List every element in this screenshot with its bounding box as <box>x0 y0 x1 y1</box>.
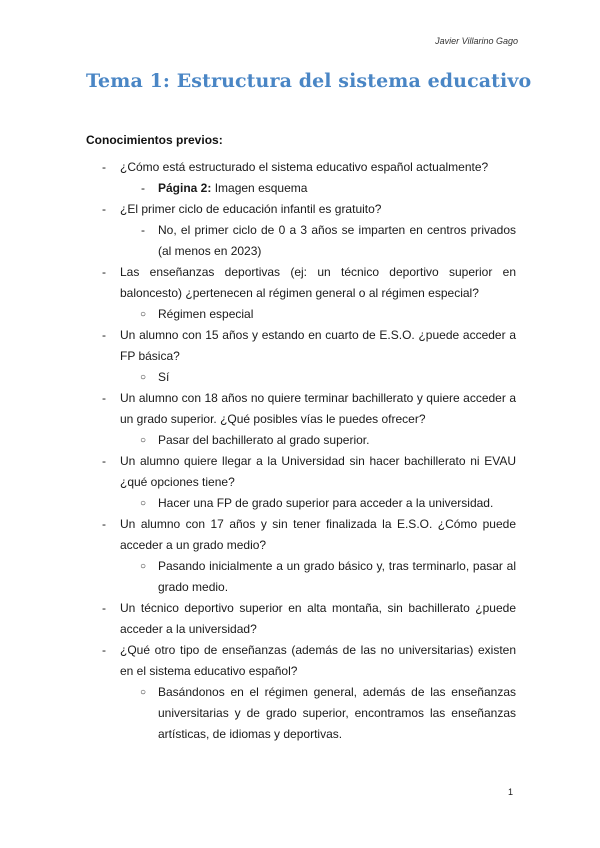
question-item: - ¿Qué otro tipo de enseñanzas (además de las no universitarias) existen en el sistema educativo español? <box>86 640 516 682</box>
answer-item: ○ Régimen especial <box>86 304 516 325</box>
answer-item: ○ Pasar del bachillerato al grado superior. <box>86 430 516 451</box>
page-number: 1 <box>508 787 514 797</box>
answer-bold-label: Página 2: <box>158 181 212 195</box>
page-title: Tema 1: Estructura del sistema educativo <box>86 70 532 92</box>
question-item: - Un alumno con 18 años no quiere terminar bachillerato y quiere acceder a un grado superior. ¿Qué posibles vías le puedes ofrecer? <box>86 388 516 430</box>
section-heading: Conocimientos previos: <box>86 133 223 147</box>
answer-item: ○ Basándonos en el régimen general, además de las enseñanzas universitarias y de grado superior, encontramos las enseñanzas artísticas, de idiomas y deportivas. <box>86 682 516 745</box>
question-list <box>86 157 516 745</box>
answer-text: Imagen esquema <box>214 181 308 195</box>
header-author: Javier Villarino Gago <box>435 36 518 46</box>
question-item: - Un técnico deportivo superior en alta montaña, sin bachillerato ¿puede acceder a la universidad? <box>86 598 516 640</box>
question-item: - Un alumno con 15 años y estando en cuarto de E.S.O. ¿puede acceder a FP básica? <box>86 325 516 367</box>
question-item: - Las enseñanzas deportivas (ej: un técnico deportivo superior en baloncesto) ¿pertenecen al régimen general o al régimen especial? <box>86 262 516 304</box>
answer-item: ○ Pasando inicialmente a un grado básico y, tras terminarlo, pasar al grado medio. <box>86 556 516 598</box>
question-item: - ¿Cómo está estructurado el sistema educativo español actualmente? <box>86 157 516 178</box>
answer-item <box>86 178 516 199</box>
question-item: - ¿El primer ciclo de educación infantil es gratuito? <box>86 199 516 220</box>
answer-item: ○ Hacer una FP de grado superior para acceder a la universidad. <box>86 493 516 514</box>
answer-item: - No, el primer ciclo de 0 a 3 años se imparten en centros privados (al menos en 2023) <box>86 220 516 262</box>
question-item: - Un alumno con 17 años y sin tener finalizada la E.S.O. ¿Cómo puede acceder a un grado medio? <box>86 514 516 556</box>
answer-item: ○ Sí <box>86 367 516 388</box>
question-item: - Un alumno quiere llegar a la Universidad sin hacer bachillerato ni EVAU ¿qué opciones tiene? <box>86 451 516 493</box>
